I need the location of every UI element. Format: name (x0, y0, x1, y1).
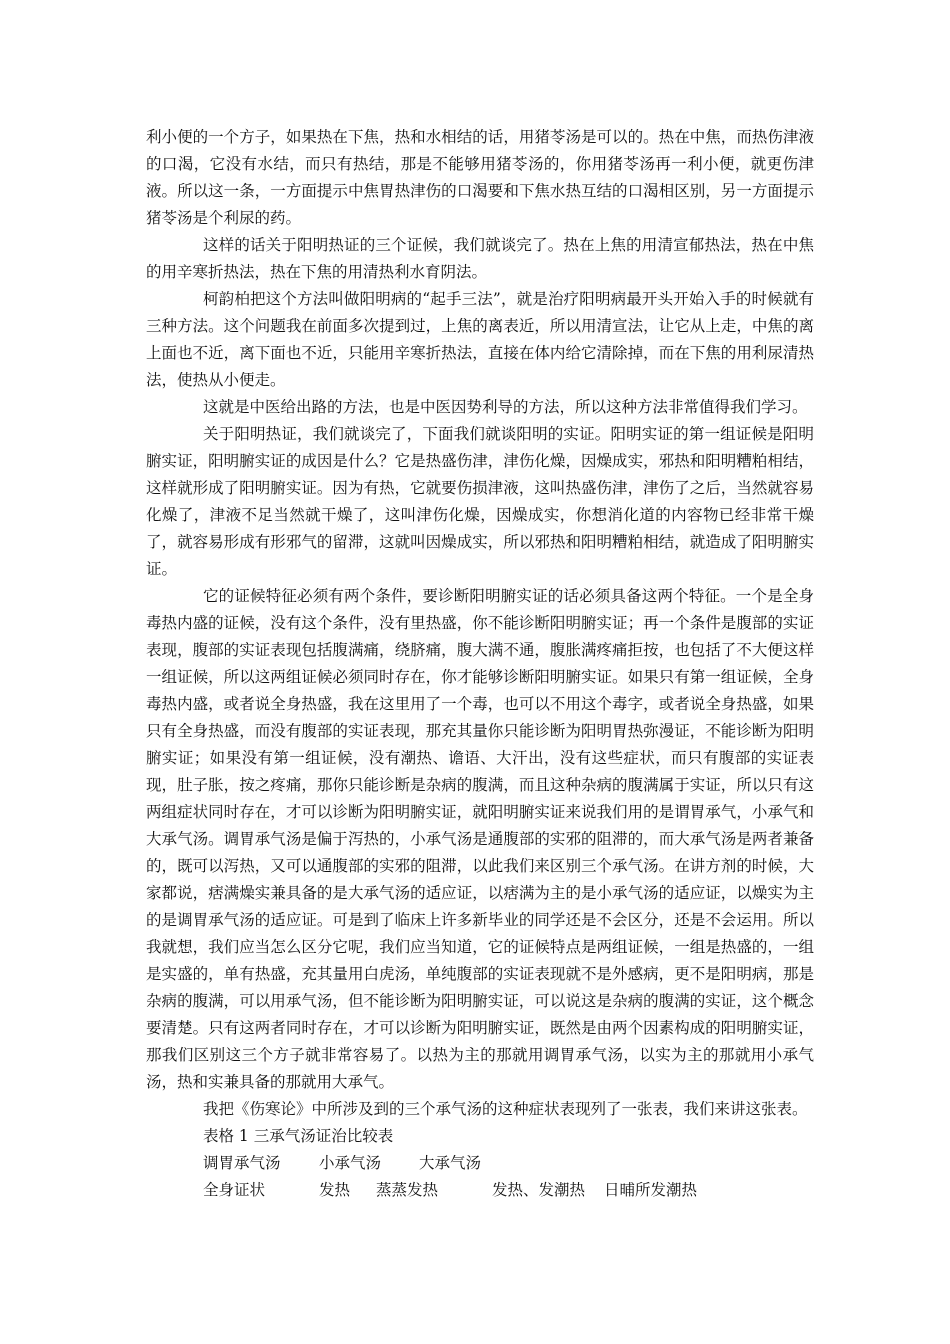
table-cell: 蒸蒸发热 (376, 1181, 439, 1199)
paragraph-4: 这就是中医给出路的方法，也是中医因势利导的方法，所以这种方法非常值得我们学习。 (203, 398, 808, 416)
table-cell: 发热、发潮热 (492, 1181, 586, 1199)
table-header-row (203, 1150, 814, 1177)
paragraph-2: 这样的话关于阳明热证的三个证候，我们就谈完了。热在上焦的用清宣郁热法，热在中焦的用辛寒折热法，热在下焦的用清热利水育阴法。 (146, 236, 814, 281)
table-cell: 发热 (319, 1181, 351, 1199)
table-row-label: 全身证状 (203, 1181, 266, 1199)
paragraph-5: 关于阳明热证，我们就谈完了，下面我们就谈阳明的实证。阳明实证的第一组证候是阳明腑实证，阳明腑实证的成因是什么？它是热盛伤津，津伤化燥，因燥成实，邪热和阳明糟粕相结，这样就形成了阳明腑实证。因为有热，它就要伤损津液，这叫热盛伤津，津伤了之后，当然就容易化燥了，津液不足当然就干燥了，这叫津伤化燥，因燥成实，你想消化道的内容物已经非常干燥了，就容易形成有形邪气的留滞，这就叫因燥成实，所以邪热和阳明糟粕相结，就造成了阳明腑实证。 (146, 425, 814, 578)
paragraph-6: 它的证候特征必须有两个条件，要诊断阳明腑实证的话必须具备这两个特征。一个是全身毒热内盛的证候，没有这个条件，没有里热盛，你不能诊断阳明腑实证；再一个条件是腹部的实证表现，腹部的实证表现包括腹满痛，绕脐痛，腹大满不通，腹胀满疼痛拒按，也包括了不大便这样一组证候，所以这两组证候必须同时存在，你才能够诊断阳明腑实证。如果只有第一组证候，全身毒热内盛，或者说全身热盛，我在这里用了一个毒，也可以不用这个毒字，或者说全身热盛，如果只有全身热盛，而没有腹部的实证表现，那充其量你只能诊断为阳明胃热弥漫证，不能诊断为阳明腑实证；如果没有第一组证候，没有潮热、谵语、大汗出，没有这些症状，而只有腹部的实证表现，肚子胀，按之疼痛，那你只能诊断是杂病的腹满，而且这种杂病的腹满属于实证，所以只有这两组症状同时存在，才可以诊断为阳明腑实证，就阳明腑实证来说我们用的是谓胃承气，小承气和大承气汤。调胃承气汤是偏于泻热的，小承气汤是通腹部的实邪的阻滞的，而大承气汤是两者兼备的，既可以泻热，又可以通腹部的实邪的阻滞，以此我们来区别三个承气汤。在讲方剂的时候，大家都说，痞满燥实兼具备的是大承气汤的适应证，以痞满为主的是小承气汤的适应证，以燥实为主的是调胃承气汤的适应证。可是到了临床上许多新毕业的同学还是不会区分，还是不会运用。所以我就想，我们应当怎么区分它呢，我们应当知道，它的证候特点是两组证候，一组是热盛的，一组是实盛的，单有热盛，充其量用白虎汤，单纯腹部的实证表现就不是外感病，更不是阳明病，那是杂病的腹满，可以用承气汤，但不能诊断为阳明腑实证，可以说这是杂病的腹满的实证，这个概念要清楚。只有这两者同时存在，才可以诊断为阳明腑实证，既然是由两个因素构成的阳明腑实证，那我们区别这三个方子就非常容易了。以热为主的那就用调胃承气汤，以实为主的那就用小承气汤，热和实兼具备的那就用大承气。 (146, 587, 814, 1091)
table-header-cell: 调胃承气汤 (203, 1154, 281, 1172)
document-page (146, 124, 814, 1204)
table-row (203, 1177, 814, 1204)
paragraph-3: 柯韵柏把这个方法叫做阳明病的“起手三法”，就是治疗阳明病最开头开始入手的时候就有三种方法。这个问题我在前面多次提到过，上焦的离表近，所以用清宣法，让它从上走，中焦的离上面也不近，离下面也不近，只能用辛寒折热法，直接在体内给它清除掉，而在下焦的用利尿清热法，使热从小便走。 (146, 290, 814, 389)
table-caption: 表格 1 三承气汤证治比较表 (203, 1127, 394, 1145)
table-header-cell: 小承气汤 (319, 1154, 382, 1172)
table-header-cell: 大承气汤 (419, 1154, 482, 1172)
table-cell: 日晡所发潮热 (604, 1181, 698, 1199)
paragraph-1: 利小便的一个方子，如果热在下焦，热和水相结的话，用猪苓汤是可以的。热在中焦，而热伤津液的口渴，它没有水结，而只有热结，那是不能够用猪苓汤的，你用猪苓汤再一利小便，就更伤津液。所以这一条，一方面提示中焦胃热津伤的口渴要和下焦水热互结的口渴相区别，另一方面提示猪苓汤是个利尿的药。 (146, 128, 814, 227)
paragraph-7: 我把《伤寒论》中所涉及到的三个承气汤的这种症状表现列了一张表，我们来讲这张表。 (203, 1100, 808, 1118)
